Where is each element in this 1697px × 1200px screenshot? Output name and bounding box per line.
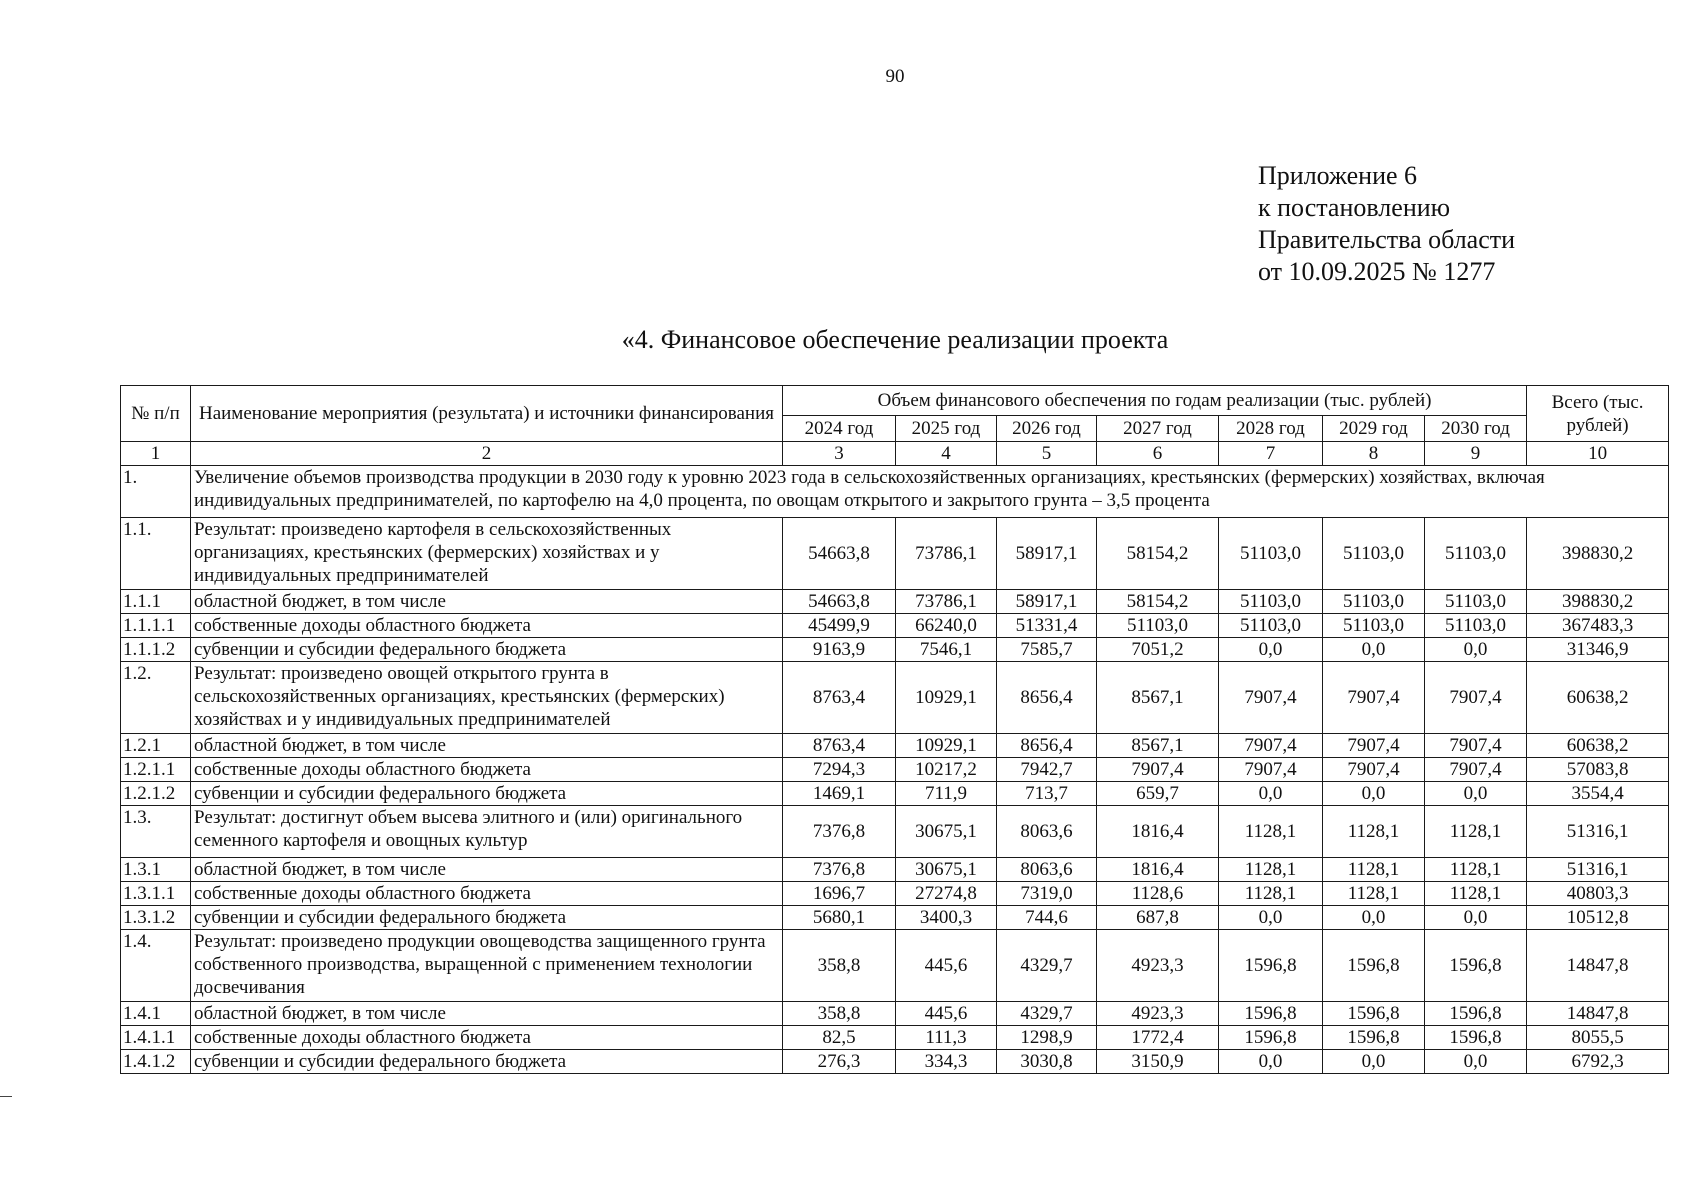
table-row xyxy=(121,858,1669,882)
row-value: 31346,9 xyxy=(1527,638,1669,662)
row-name: собственные доходы областного бюджета xyxy=(191,882,783,906)
header-year: 2029 год xyxy=(1323,416,1425,442)
row-code: 1.3.1.2 xyxy=(121,906,191,930)
row-value: 398830,2 xyxy=(1527,590,1669,614)
header-num: № п/п xyxy=(121,386,191,442)
table-row xyxy=(121,806,1669,858)
row-value: 1596,8 xyxy=(1425,1026,1527,1050)
row-value: 8656,4 xyxy=(997,734,1097,758)
column-index-cell: 5 xyxy=(997,442,1097,466)
row-value: 7907,4 xyxy=(1323,734,1425,758)
row-value: 60638,2 xyxy=(1527,734,1669,758)
row-value: 398830,2 xyxy=(1527,518,1669,590)
table-row xyxy=(121,638,1669,662)
row-value: 1596,8 xyxy=(1219,930,1323,1002)
row-value: 51103,0 xyxy=(1219,518,1323,590)
row-code: 1.4.1 xyxy=(121,1002,191,1026)
section-row xyxy=(121,466,1669,518)
row-value: 1596,8 xyxy=(1323,1026,1425,1050)
row-value: 1596,8 xyxy=(1425,1002,1527,1026)
row-value: 30675,1 xyxy=(896,806,997,858)
header-year: 2026 год xyxy=(997,416,1097,442)
row-value: 1128,1 xyxy=(1323,882,1425,906)
column-index-cell: 3 xyxy=(783,442,896,466)
row-code: 1.2.1.2 xyxy=(121,782,191,806)
row-value: 111,3 xyxy=(896,1026,997,1050)
header-year: 2030 год xyxy=(1425,416,1527,442)
row-value: 8763,4 xyxy=(783,734,896,758)
row-value: 14847,8 xyxy=(1527,930,1669,1002)
row-value: 1128,1 xyxy=(1219,806,1323,858)
row-value: 51103,0 xyxy=(1323,518,1425,590)
row-code: 1.1.1.2 xyxy=(121,638,191,662)
row-name: субвенции и субсидии федерального бюджета xyxy=(191,1050,783,1074)
row-value: 0,0 xyxy=(1219,906,1323,930)
row-value: 367483,3 xyxy=(1527,614,1669,638)
row-value: 4329,7 xyxy=(997,930,1097,1002)
header-name: Наименование мероприятия (результата) и источники финансирования xyxy=(191,386,783,442)
appendix-line: к постановлению xyxy=(1258,193,1451,222)
header-year: 2027 год xyxy=(1097,416,1219,442)
row-value: 51103,0 xyxy=(1097,614,1219,638)
row-value: 7376,8 xyxy=(783,806,896,858)
document-title: «4. Финансовое обеспечение реализации проекта xyxy=(621,325,1169,354)
section-code: 1. xyxy=(121,466,191,518)
row-name: областной бюджет, в том числе xyxy=(191,1002,783,1026)
header-year: 2025 год xyxy=(896,416,997,442)
row-value: 0,0 xyxy=(1425,906,1527,930)
appendix-line: Правительства области xyxy=(1258,225,1516,254)
header-year: 2024 год xyxy=(783,416,896,442)
row-name: областной бюджет, в том числе xyxy=(191,734,783,758)
row-name: субвенции и субсидии федерального бюджета xyxy=(191,638,783,662)
row-value: 7907,4 xyxy=(1097,758,1219,782)
row-name: Результат: произведено продукции овощеводства защищенного грунта собственного производства, выращенной с применением технологии досвечивания xyxy=(191,930,783,1002)
table-row xyxy=(121,882,1669,906)
row-value: 54663,8 xyxy=(783,518,896,590)
row-value: 713,7 xyxy=(997,782,1097,806)
header-volume-group: Объем финансового обеспечения по годам реализации (тыс. рублей) xyxy=(783,386,1527,416)
row-code: 1.2.1.1 xyxy=(121,758,191,782)
row-value: 82,5 xyxy=(783,1026,896,1050)
row-value: 8063,6 xyxy=(997,806,1097,858)
row-value: 445,6 xyxy=(896,1002,997,1026)
row-value: 51103,0 xyxy=(1425,590,1527,614)
header-total: Всего (тыс. рублей) xyxy=(1527,386,1669,442)
row-value: 358,8 xyxy=(783,1002,896,1026)
row-value: 7294,3 xyxy=(783,758,896,782)
row-name: Результат: произведено овощей открытого грунта в сельскохозяйственных организациях, крестьянских (фермерских) хозяйствах и у индивидуальных предпринимателей xyxy=(191,662,783,734)
row-value: 687,8 xyxy=(1097,906,1219,930)
appendix-line: от 10.09.2025 № 1277 xyxy=(1258,257,1496,286)
row-value: 5680,1 xyxy=(783,906,896,930)
row-value: 445,6 xyxy=(896,930,997,1002)
header-year: 2028 год xyxy=(1219,416,1323,442)
row-code: 1.1. xyxy=(121,518,191,590)
row-value: 1128,6 xyxy=(1097,882,1219,906)
row-code: 1.4. xyxy=(121,930,191,1002)
row-name: Результат: достигнут объем высева элитного и (или) оригинального семенного картофеля и овощных культур xyxy=(191,806,783,858)
row-value: 6792,3 xyxy=(1527,1050,1669,1074)
row-value: 358,8 xyxy=(783,930,896,1002)
row-name: собственные доходы областного бюджета xyxy=(191,614,783,638)
row-value: 7907,4 xyxy=(1425,734,1527,758)
table-row xyxy=(121,662,1669,734)
row-name: Результат: произведено картофеля в сельскохозяйственных организациях, крестьянских (фермерских) хозяйствах и у индивидуальных предпринимателей xyxy=(191,518,783,590)
row-value: 9163,9 xyxy=(783,638,896,662)
row-value: 14847,8 xyxy=(1527,1002,1669,1026)
page-number: 90 xyxy=(885,66,905,87)
row-value: 60638,2 xyxy=(1527,662,1669,734)
table-row xyxy=(121,782,1669,806)
row-value: 7907,4 xyxy=(1219,662,1323,734)
row-value: 7942,7 xyxy=(997,758,1097,782)
table-row xyxy=(121,1002,1669,1026)
row-value: 7585,7 xyxy=(997,638,1097,662)
row-value: 7907,4 xyxy=(1219,758,1323,782)
row-value: 1128,1 xyxy=(1323,858,1425,882)
row-value: 10512,8 xyxy=(1527,906,1669,930)
row-value: 30675,1 xyxy=(896,858,997,882)
row-value: 1128,1 xyxy=(1425,858,1527,882)
financing-table xyxy=(120,385,1669,1074)
row-value: 7907,4 xyxy=(1323,662,1425,734)
column-index-cell: 8 xyxy=(1323,442,1425,466)
table-row xyxy=(121,930,1669,1002)
row-value: 0,0 xyxy=(1219,782,1323,806)
row-code: 1.2.1 xyxy=(121,734,191,758)
row-code: 1.3. xyxy=(121,806,191,858)
row-name: субвенции и субсидии федерального бюджета xyxy=(191,782,783,806)
row-value: 10929,1 xyxy=(896,734,997,758)
row-value: 4923,3 xyxy=(1097,930,1219,1002)
section-text: Увеличение объемов производства продукции в 2030 году к уровню 2023 года в сельскохозяйственных организациях, крестьянских (фермерских) хозяйствах, включая индивидуальных предпринимателей, по картофелю на 4,0 процента, по овощам открытого и закрытого грунта – 3,5 процента xyxy=(191,466,1669,518)
row-value: 7907,4 xyxy=(1425,758,1527,782)
row-value: 334,3 xyxy=(896,1050,997,1074)
column-index-cell: 6 xyxy=(1097,442,1219,466)
row-value: 8656,4 xyxy=(997,662,1097,734)
table-row xyxy=(121,758,1669,782)
column-index-cell: 2 xyxy=(191,442,783,466)
row-value: 8567,1 xyxy=(1097,734,1219,758)
row-value: 8763,4 xyxy=(783,662,896,734)
row-value: 51103,0 xyxy=(1323,590,1425,614)
appendix-block xyxy=(1258,160,1515,288)
row-value: 1596,8 xyxy=(1219,1026,1323,1050)
row-value: 7907,4 xyxy=(1323,758,1425,782)
row-name: областной бюджет, в том числе xyxy=(191,858,783,882)
row-value: 1128,1 xyxy=(1219,858,1323,882)
row-value: 10929,1 xyxy=(896,662,997,734)
row-value: 51103,0 xyxy=(1425,518,1527,590)
row-value: 51103,0 xyxy=(1323,614,1425,638)
table-row xyxy=(121,1050,1669,1074)
row-value: 1298,9 xyxy=(997,1026,1097,1050)
row-value: 1816,4 xyxy=(1097,858,1219,882)
row-value: 58154,2 xyxy=(1097,590,1219,614)
row-value: 1596,8 xyxy=(1323,930,1425,1002)
row-value: 58154,2 xyxy=(1097,518,1219,590)
column-index-cell: 1 xyxy=(121,442,191,466)
row-value: 57083,8 xyxy=(1527,758,1669,782)
row-value: 1596,8 xyxy=(1425,930,1527,1002)
row-value: 0,0 xyxy=(1219,638,1323,662)
row-value: 276,3 xyxy=(783,1050,896,1074)
row-code: 1.2. xyxy=(121,662,191,734)
row-code: 1.1.1 xyxy=(121,590,191,614)
row-value: 1772,4 xyxy=(1097,1026,1219,1050)
row-value: 711,9 xyxy=(896,782,997,806)
row-value: 0,0 xyxy=(1323,906,1425,930)
row-value: 1816,4 xyxy=(1097,806,1219,858)
row-value: 0,0 xyxy=(1425,1050,1527,1074)
row-value: 0,0 xyxy=(1425,638,1527,662)
row-value: 51103,0 xyxy=(1219,614,1323,638)
table-row xyxy=(121,590,1669,614)
edge-mark xyxy=(0,1096,12,1097)
column-index-cell: 7 xyxy=(1219,442,1323,466)
row-name: областной бюджет, в том числе xyxy=(191,590,783,614)
appendix-line: Приложение 6 xyxy=(1258,161,1418,190)
row-value: 8063,6 xyxy=(997,858,1097,882)
row-value: 8055,5 xyxy=(1527,1026,1669,1050)
row-value: 0,0 xyxy=(1323,782,1425,806)
row-value: 1696,7 xyxy=(783,882,896,906)
row-value: 7319,0 xyxy=(997,882,1097,906)
row-value: 51316,1 xyxy=(1527,806,1669,858)
row-value: 3150,9 xyxy=(1097,1050,1219,1074)
row-value: 0,0 xyxy=(1323,1050,1425,1074)
row-value: 4923,3 xyxy=(1097,1002,1219,1026)
row-value: 1128,1 xyxy=(1219,882,1323,906)
row-value: 744,6 xyxy=(997,906,1097,930)
row-value: 51316,1 xyxy=(1527,858,1669,882)
row-name: субвенции и субсидии федерального бюджета xyxy=(191,906,783,930)
table-row xyxy=(121,614,1669,638)
row-value: 4329,7 xyxy=(997,1002,1097,1026)
row-code: 1.4.1.1 xyxy=(121,1026,191,1050)
row-code: 1.3.1 xyxy=(121,858,191,882)
row-value: 3030,8 xyxy=(997,1050,1097,1074)
row-code: 1.4.1.2 xyxy=(121,1050,191,1074)
row-name: собственные доходы областного бюджета xyxy=(191,758,783,782)
row-value: 1596,8 xyxy=(1323,1002,1425,1026)
row-value: 1469,1 xyxy=(783,782,896,806)
column-index-cell: 4 xyxy=(896,442,997,466)
row-value: 27274,8 xyxy=(896,882,997,906)
row-value: 54663,8 xyxy=(783,590,896,614)
row-value: 40803,3 xyxy=(1527,882,1669,906)
row-value: 1128,1 xyxy=(1323,806,1425,858)
row-value: 0,0 xyxy=(1323,638,1425,662)
table-row xyxy=(121,518,1669,590)
table-row xyxy=(121,906,1669,930)
row-value: 58917,1 xyxy=(997,518,1097,590)
row-value: 7907,4 xyxy=(1425,662,1527,734)
column-index-cell: 10 xyxy=(1527,442,1669,466)
row-value: 51331,4 xyxy=(997,614,1097,638)
row-value: 7907,4 xyxy=(1219,734,1323,758)
row-value: 3400,3 xyxy=(896,906,997,930)
table-row xyxy=(121,1026,1669,1050)
row-code: 1.1.1.1 xyxy=(121,614,191,638)
row-code: 1.3.1.1 xyxy=(121,882,191,906)
row-value: 66240,0 xyxy=(896,614,997,638)
row-value: 1128,1 xyxy=(1425,882,1527,906)
row-value: 51103,0 xyxy=(1219,590,1323,614)
row-value: 0,0 xyxy=(1425,782,1527,806)
row-value: 73786,1 xyxy=(896,590,997,614)
row-value: 3554,4 xyxy=(1527,782,1669,806)
row-value: 1128,1 xyxy=(1425,806,1527,858)
row-value: 1596,8 xyxy=(1219,1002,1323,1026)
row-value: 8567,1 xyxy=(1097,662,1219,734)
row-value: 0,0 xyxy=(1219,1050,1323,1074)
row-value: 45499,9 xyxy=(783,614,896,638)
column-index-cell: 9 xyxy=(1425,442,1527,466)
row-value: 659,7 xyxy=(1097,782,1219,806)
row-value: 7376,8 xyxy=(783,858,896,882)
table-row xyxy=(121,734,1669,758)
row-value: 51103,0 xyxy=(1425,614,1527,638)
row-value: 7546,1 xyxy=(896,638,997,662)
row-value: 7051,2 xyxy=(1097,638,1219,662)
row-value: 58917,1 xyxy=(997,590,1097,614)
row-value: 10217,2 xyxy=(896,758,997,782)
row-value: 73786,1 xyxy=(896,518,997,590)
row-name: собственные доходы областного бюджета xyxy=(191,1026,783,1050)
